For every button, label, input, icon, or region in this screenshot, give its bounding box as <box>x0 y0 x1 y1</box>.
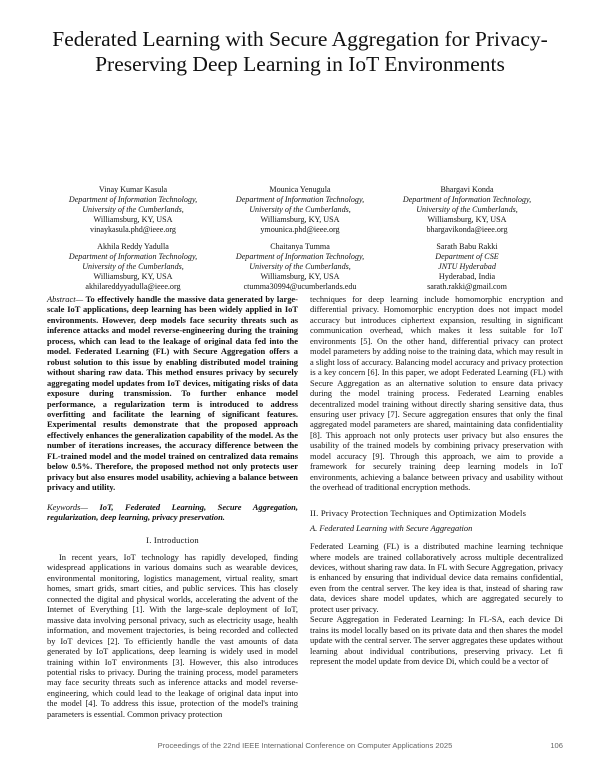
footer-venue: Proceedings of the 22nd IEEE International Conference on Computer Applications 2025 <box>157 741 453 750</box>
left-column <box>47 294 298 719</box>
author-department: Department of Information Technology, <box>235 252 365 262</box>
fl-paragraph: Federated Learning (FL) is a distributed machine learning technique where models are trained collaboratively across multiple decentralized devices, without sharing raw data. In FL with Secure Aggregation, privacy is enhanced by ensuring that individual device data remains confidential, even from the central server. The key idea is that, instead of sharing raw data, devices share model updates, which are aggregated securely to protect user privacy. <box>310 541 563 614</box>
section-heading-introduction: I. Introduction <box>146 534 199 545</box>
author-email: bhargavikonda@ieee.org <box>426 225 508 235</box>
author-department: Department of CSE <box>435 252 499 262</box>
author-department: Department of Information Technology, <box>68 195 198 205</box>
author-name: Chaitanya Tumma <box>270 242 330 251</box>
keywords-lead: Keywords— <box>47 501 88 512</box>
author-name: Bhargavi Konda <box>440 185 494 194</box>
introduction-continued-paragraph: techniques for deep learning include homomorphic encryption and differential privacy. Homomorphic encryption does not impact model accuracy but introduces ciphertext expansion, resulting in significant communication overhead, which makes it less suitable for IoT environments [5]. On the other hand, differential privacy can protect model parameters by adding noise to the training data, which may result in a slight loss of accuracy. Balancing model accuracy and privacy protection is a key concern [6]. In this paper, we adopt Federated Learning (FL) with Secure Aggregation as an alternative solution to ensure data privacy during the model training process. Federated Learning enables decentralized model training without directly sharing sensitive data, thus ensuring user privacy [7]. Secure aggregation ensures that only the final aggregated model parameters are shared, maintaining data confidentiality [8]. This approach not only protects user privacy but also ensures the usability of the trained models by combining privacy preservation with model accuracy [9]. Through this approach, we aim to provide a framework for securely training deep learning models in IoT environments, achieving a balance between privacy and usability without the overhead of traditional encryption methods. <box>310 294 563 493</box>
author-location: Hyderabad, India <box>438 272 496 282</box>
author-university: University of the Cumberlands, <box>82 262 184 272</box>
author-block-2 <box>220 185 380 235</box>
author-name: Akhila Reddy Yadulla <box>97 242 169 251</box>
keywords <box>47 502 298 523</box>
author-location: Williamsburg, KY, USA <box>93 215 173 225</box>
author-email: ymounica.phd@ieee.org <box>260 225 340 235</box>
author-department: Department of Information Technology, <box>402 195 532 205</box>
author-block-1 <box>53 185 213 235</box>
author-email: akhilareddyyadulla@ieee.org <box>85 282 181 292</box>
author-name: Vinay Kumar Kasula <box>98 185 168 194</box>
author-location: Williamsburg, KY, USA <box>260 272 340 282</box>
page-number: 106 <box>550 741 563 750</box>
paper-title: Federated Learning with Secure Aggregation for Privacy-Preserving Deep Learning in IoT Environments <box>52 27 548 76</box>
author-university: University of the Cumberlands, <box>82 205 184 215</box>
author-university: JNTU Hyderabad <box>438 262 496 272</box>
author-email: sarath.rakki@gmail.com <box>427 282 507 292</box>
keywords-text: IoT, Federated Learning, Secure Aggregation, regularization, deep learning, privacy preservation. <box>47 501 298 523</box>
author-name: Sarath Babu Rakki <box>436 242 498 251</box>
page-footer <box>47 741 563 753</box>
fl-sa-paragraph: Secure Aggregation in Federated Learning: In FL-SA, each device Di trains its model locally based on its private data and then shares the model update with the central server. The server aggregates these updates without learning about individual contributions, preserving privacy. Let fi represent the model update from device Di, which could be a vector of <box>310 614 563 667</box>
subsection-heading-fl-secure-aggregation: A. Federated Learning with Secure Aggregation <box>310 522 473 533</box>
abstract <box>47 294 298 493</box>
author-department: Department of Information Technology, <box>68 252 198 262</box>
right-column <box>310 294 563 667</box>
author-block-4 <box>53 242 213 292</box>
author-location: Williamsburg, KY, USA <box>260 215 340 225</box>
author-block-6 <box>387 242 547 292</box>
author-block-5 <box>220 242 380 292</box>
author-block-3 <box>387 185 547 235</box>
section-heading-privacy-techniques: II. Privacy Protection Techniques and Optimization Models <box>310 507 527 518</box>
author-location: Williamsburg, KY, USA <box>427 215 507 225</box>
author-location: Williamsburg, KY, USA <box>93 272 173 282</box>
author-email: ctumma30994@ucumberlands.edu <box>243 282 357 292</box>
author-university: University of the Cumberlands, <box>249 205 351 215</box>
introduction-paragraph: In recent years, IoT technology has rapidly developed, finding widespread applications in various domains such as wearable devices, environmental monitoring, logistics management, virtual reality, smart homes, smart grids, smart cities, and public services. This has closely connected the digital and physical worlds, accelerating the advent of the Internet of Everything [1]. With the large-scale deployment of IoT, massive data involving personal privacy, such as electricity usage, health information, and movement trajectories, is being recorded and collected by IoT devices [2]. To efficiently handle the vast amounts of data generated by IoT applications, deep learning is widely used in model training within IoT environments [3]. However, this also introduces potential risks to privacy. During the training process, model parameters may face security threats such as inference attacks and model reverse-engineering, which could lead to the leakage of original data input into the model [4]. To address this issue, protection of the model's training parameters is essential. Common privacy protection <box>47 551 298 719</box>
author-department: Department of Information Technology, <box>235 195 365 205</box>
author-university: University of the Cumberlands, <box>249 262 351 272</box>
abstract-text: To effectively handle the massive data generated by large-scale IoT applications, deep learning has been widely applied in IoT environments. However, deep models face security threats such as inference attacks and model reverse-engineering during the training process, which can lead to the leakage of original data fed into the model. Federated Learning (FL) with Secure Aggregation offers a robust solution to this issue by enabling distributed model training without sharing raw data. This method ensures privacy by securely aggregating model updates from IoT devices, mitigating risks of data exposure during transmission. To further enhance model performance, a regularization term is introduced to address overfitting and facilitate the learning of significant features. Experimental results demonstrate that the proposed approach effectively enhances the generalization capability of the model. As the number of iterations increases, the accuracy difference between the FL-trained model and the model trained on centralized data remains below 0.5%. Therefore, the proposed method not only protects user privacy but also ensures model usability, achieving a balance between privacy and utility. <box>47 294 298 493</box>
author-university: University of the Cumberlands, <box>416 205 518 215</box>
abstract-lead: Abstract— <box>47 294 84 304</box>
author-email: vinaykasula.phd@ieee.org <box>90 225 176 235</box>
author-name: Mounica Yenugula <box>269 185 331 194</box>
